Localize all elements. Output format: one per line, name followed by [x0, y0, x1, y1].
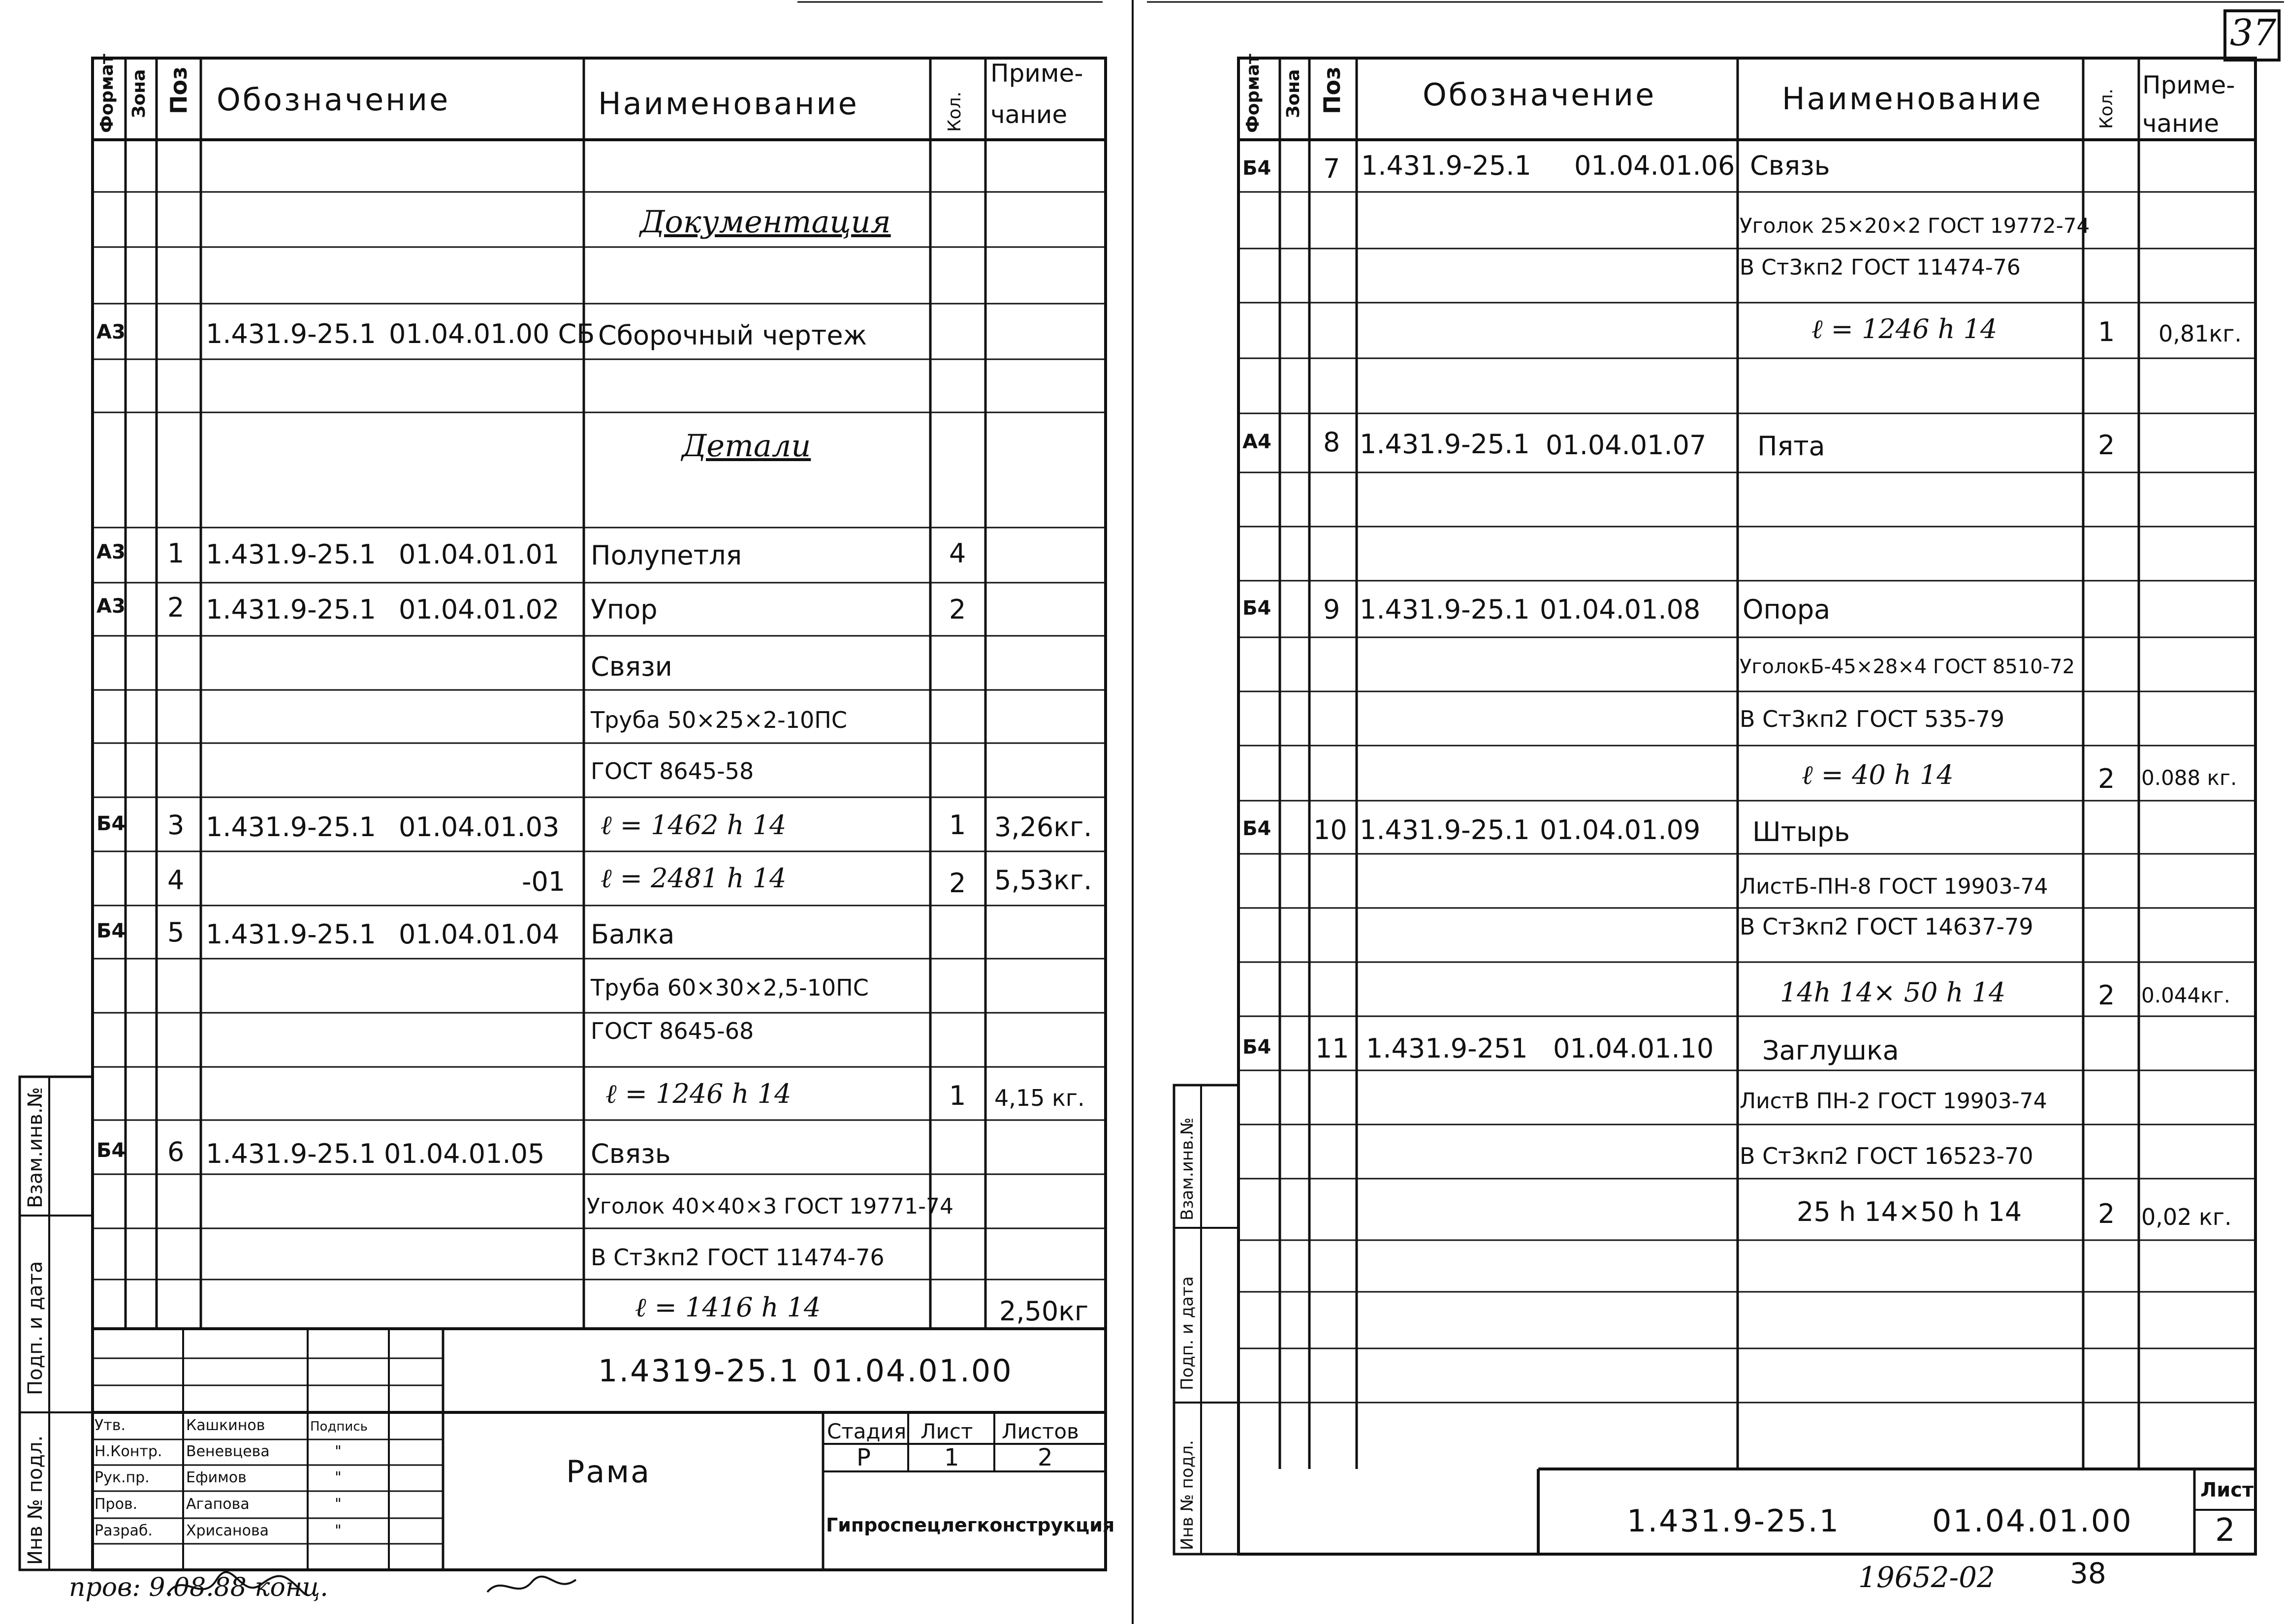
row-note: 0,02 кг. — [2141, 1204, 2232, 1230]
row-qty: 4 — [949, 538, 966, 569]
sig-role: Рук.пр. — [95, 1469, 150, 1486]
row-name: Балка — [591, 919, 675, 950]
row-name: В Ст3кп2 ГОСТ 16523-70 — [1740, 1143, 2033, 1169]
row-qty: 2 — [2098, 1198, 2115, 1229]
title-code-b: 01.04.01.00 — [812, 1353, 1013, 1389]
row-format: Б4 — [1242, 157, 1271, 180]
row-name: ℓ = 1246 h 14 — [605, 1078, 792, 1109]
row-format: Б4 — [96, 1139, 126, 1162]
header-format: Формат — [1243, 54, 1263, 133]
row-designation-code: 01.04.01.01 — [399, 539, 560, 570]
row-note: 0,81кг. — [2158, 320, 2242, 347]
row-pos: 10 — [1313, 814, 1347, 845]
sig-name: Кашкинов — [186, 1417, 265, 1434]
header-designation: Обозначение — [1423, 77, 1656, 113]
stamp-replace-inv: Взам.инв.№ — [24, 1087, 47, 1208]
header-qty: Кол. — [2096, 88, 2117, 129]
right-sheet-label: Лист — [2200, 1479, 2254, 1501]
row-name: Сборочный чертеж — [598, 320, 867, 351]
row-note: 4,15 кг. — [994, 1085, 1085, 1111]
header-name: Наименование — [1782, 81, 2043, 117]
row-pos: 4 — [167, 865, 185, 896]
row-name: В Ст3кп2 ГОСТ 11474-76 — [591, 1244, 885, 1271]
row-designation-code: -01 — [522, 866, 566, 897]
row-name: Труба 50×25×2-10ПС — [591, 707, 847, 733]
row-format: А3 — [96, 321, 126, 344]
row-designation-code: 01.04.01.05 — [384, 1138, 545, 1169]
header-pos: Поз — [1319, 66, 1345, 114]
stamp-inv-orig: Инв № подл. — [1177, 1440, 1197, 1550]
row-name: Пята — [1757, 431, 1825, 462]
stamp-sign-date: Подп. и дата — [1177, 1276, 1197, 1390]
row-name: ℓ = 40 h 14 — [1802, 759, 1954, 790]
row-designation-code: 01.04.01.10 — [1553, 1033, 1714, 1064]
row-designation: 1.431.9-251 — [1366, 1033, 1528, 1064]
row-designation: 1.431.9-25.1 — [206, 1138, 376, 1169]
stamp-inv-orig: Инв № подл. — [24, 1435, 47, 1565]
row-pos: 2 — [167, 592, 185, 623]
row-format: Б4 — [1242, 597, 1271, 620]
row-designation-code: 01.04.01.09 — [1540, 814, 1701, 845]
document-number: 19652-02 — [1858, 1561, 1995, 1594]
sheet-label: Лист — [920, 1419, 973, 1443]
right-sheet-value: 2 — [2215, 1512, 2235, 1549]
row-pos: 5 — [167, 917, 185, 948]
sig-role: Н.Контр. — [95, 1443, 162, 1460]
row-designation: 1.431.9-25.1 — [1360, 429, 1530, 460]
title-code: 1.4319-25.1 — [598, 1353, 800, 1389]
row-pos: 7 — [1323, 153, 1340, 184]
sig-role: Разраб. — [95, 1522, 153, 1539]
row-name: ℓ = 1246 h 14 — [1811, 313, 1998, 344]
row-designation-code: 01.04.01.00 СБ — [389, 318, 595, 349]
stage-label: Стадия — [827, 1419, 907, 1443]
row-qty: 1 — [949, 1080, 966, 1111]
org-name: Гипроспецлегконструкция — [826, 1514, 1115, 1536]
row-name: Труба 60×30×2,5-10ПС — [591, 974, 869, 1001]
row-designation: 1.431.9-25.1 — [206, 539, 376, 570]
row-qty: 2 — [2098, 980, 2115, 1011]
stamp-sign-date: Подп. и дата — [24, 1261, 47, 1395]
row-qty: 1 — [949, 810, 966, 841]
section-details: Детали — [682, 428, 811, 464]
sig-name: Агапова — [186, 1496, 250, 1513]
row-pos: 11 — [1315, 1033, 1349, 1064]
sheets-label: Листов — [1002, 1419, 1079, 1443]
handwritten-signatures — [162, 1565, 596, 1609]
row-note: 0.044кг. — [2141, 983, 2231, 1007]
row-designation: 1.431.9-25.1 — [206, 318, 376, 349]
row-designation: 1.431.9-25.1 — [206, 812, 376, 843]
row-name: УголокБ-45×28×4 ГОСТ 8510-72 — [1740, 656, 2075, 678]
header-zone: Зона — [129, 69, 149, 118]
header-zone: Зона — [1283, 69, 1303, 118]
row-name: Штырь — [1752, 816, 1850, 847]
row-qty: 2 — [949, 868, 966, 899]
row-format: А3 — [96, 541, 126, 563]
row-name: Уголок 40×40×3 ГОСТ 19771-74 — [587, 1194, 954, 1219]
page-number: 37 — [2230, 12, 2277, 54]
row-designation: 1.431.9-25.1 — [206, 594, 376, 625]
row-designation-code: 01.04.01.06 — [1574, 150, 1735, 181]
sig-sign: Подпись — [310, 1419, 368, 1434]
row-designation-code: 01.04.01.04 — [399, 919, 560, 950]
row-name: Уголок 25×20×2 ГОСТ 19772-74 — [1740, 214, 2090, 238]
sig-name: Веневцева — [186, 1443, 270, 1460]
row-note: 2,50кг — [999, 1296, 1089, 1327]
right-title-code: 1.431.9-25.1 — [1627, 1503, 1841, 1539]
row-designation: 1.431.9-25.1 — [1360, 814, 1530, 845]
row-name: ГОСТ 8645-58 — [591, 758, 754, 784]
row-pos: 8 — [1323, 427, 1340, 458]
header-designation: Обозначение — [217, 82, 450, 118]
row-name: ℓ = 2481 h 14 — [601, 863, 787, 894]
row-name: В Ст3кп2 ГОСТ 14637-79 — [1740, 913, 2033, 940]
sig-sign: " — [335, 1496, 342, 1513]
sig-name: Ефимов — [186, 1469, 247, 1486]
header-note-1: Приме- — [2142, 71, 2235, 99]
row-name: Опора — [1743, 594, 1831, 625]
row-format: А4 — [1242, 431, 1271, 453]
row-pos: 9 — [1323, 594, 1340, 625]
row-designation-code: 01.04.01.08 — [1540, 594, 1701, 625]
sheet-value: 1 — [944, 1444, 959, 1471]
row-qty: 2 — [2098, 763, 2115, 794]
row-name: Заглушка — [1762, 1035, 1899, 1066]
row-name: ГОСТ 8645-68 — [591, 1018, 754, 1044]
row-name: ℓ = 1462 h 14 — [601, 810, 787, 841]
row-qty: 1 — [2098, 316, 2115, 347]
title-item-name: Рама — [566, 1454, 651, 1490]
row-name: Связи — [591, 651, 672, 682]
sig-sign: " — [335, 1522, 342, 1539]
row-name: Упор — [591, 594, 658, 625]
row-name: В Ст3кп2 ГОСТ 11474-76 — [1740, 255, 2021, 280]
row-format: Б4 — [1242, 1036, 1271, 1059]
row-pos: 6 — [167, 1136, 185, 1167]
row-note: 0.088 кг. — [2141, 766, 2237, 790]
stage-value: Р — [857, 1444, 871, 1471]
footer-review-note: пров: 9.08.88 конц. — [69, 1573, 328, 1602]
row-format: А3 — [96, 595, 126, 618]
row-name: Связь — [591, 1138, 671, 1169]
sig-sign: " — [335, 1469, 342, 1486]
row-format: Б4 — [96, 812, 126, 835]
row-name: ЛистБ-ПН-8 ГОСТ 19903-74 — [1740, 874, 2048, 899]
row-note: 5,53кг. — [994, 865, 1092, 896]
row-name: ЛистВ ПН-2 ГОСТ 19903-74 — [1740, 1089, 2047, 1114]
row-name: 14h 14× 50 h 14 — [1780, 977, 2006, 1008]
stamp-replace-inv: Взам.инв.№ — [1177, 1117, 1197, 1220]
sig-role: Утв. — [95, 1417, 126, 1434]
sig-name: Хрисанова — [186, 1522, 269, 1539]
sheets-value: 2 — [1038, 1444, 1053, 1471]
footer-page-number: 38 — [2070, 1557, 2106, 1590]
row-pos: 1 — [167, 538, 185, 569]
sig-sign: " — [335, 1443, 342, 1460]
row-qty: 2 — [2098, 430, 2115, 461]
header-note-1: Приме- — [990, 59, 1083, 88]
row-format: Б4 — [96, 920, 126, 942]
row-designation: 1.431.9-25.1 — [206, 919, 376, 950]
header-note-2: чание — [990, 100, 1068, 129]
row-name: В Ст3кп2 ГОСТ 535-79 — [1740, 706, 2005, 732]
header-pos: Поз — [165, 66, 192, 114]
row-designation-code: 01.04.01.07 — [1546, 430, 1707, 461]
header-name: Наименование — [598, 86, 859, 122]
header-format: Формат — [97, 54, 117, 133]
right-title-code-b: 01.04.01.00 — [1932, 1503, 2133, 1539]
row-designation-code: 01.04.01.02 — [399, 594, 560, 625]
row-name: 25 h 14×50 h 14 — [1797, 1196, 2022, 1227]
row-designation: 1.431.9-25.1 — [1360, 594, 1530, 625]
row-format: Б4 — [1242, 817, 1271, 840]
row-name: Полупетля — [591, 540, 742, 571]
row-pos: 3 — [167, 810, 185, 841]
row-name: Связь — [1750, 150, 1830, 181]
row-name: ℓ = 1416 h 14 — [635, 1292, 821, 1323]
row-designation: 1.431.9-25.1 — [1361, 150, 1531, 181]
section-documentation: Документация — [640, 204, 891, 240]
header-qty: Кол. — [945, 91, 965, 132]
header-note-2: чание — [2142, 109, 2220, 138]
row-qty: 2 — [949, 594, 966, 625]
row-designation-code: 01.04.01.03 — [399, 812, 560, 843]
row-note: 3,26кг. — [994, 812, 1092, 843]
sig-role: Пров. — [95, 1496, 138, 1513]
